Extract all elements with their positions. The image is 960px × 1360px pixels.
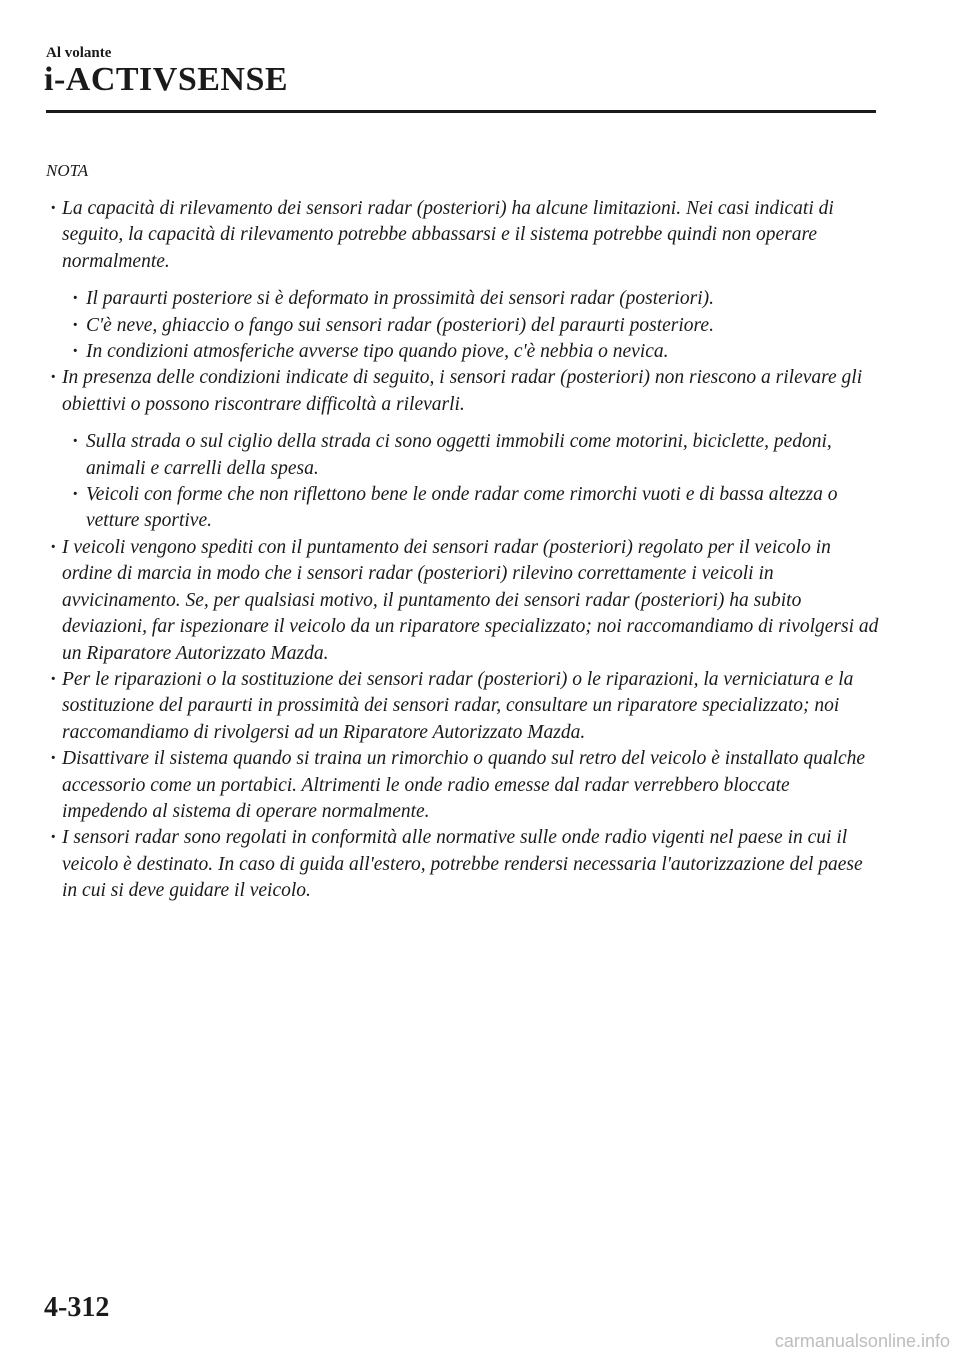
note-subitem: · Veicoli con forme che non riflettono bene le onde radar come rimorchi vuoti e di bassa altezza o vetture sportive. <box>46 482 880 535</box>
header-divider <box>46 110 876 113</box>
note-subitem: · Sulla strada o sul ciglio della strada ci sono oggetti immobili come motorini, biciclette, pedoni, animali e carrelli della spesa. <box>46 429 880 482</box>
note-item: · I veicoli vengono spediti con il puntamento dei sensori radar (posteriori) regolato per il veicolo in ordine di marcia in modo che i sensori radar (posteriori) rilevino correttamente i veicoli in avvicinamento. Se, per qualsiasi motivo, il puntamento dei sensori radar (posteriori) ha subito deviazioni, far ispezionare il veicolo da un riparatore specializzato; noi raccomandiamo di rivolgersi ad un Riparatore Autorizzato Mazda. <box>46 535 880 667</box>
note-block <box>46 160 880 905</box>
note-label: NOTA <box>46 161 89 180</box>
note-subitem: · Il paraurti posteriore si è deformato in prossimità dei sensori radar (posteriori). <box>46 286 880 312</box>
note-item: · Disattivare il sistema quando si traina un rimorchio o quando sul retro del veicolo è installato qualche accessorio come un portabici. Altrimenti le onde radio emesse dal radar verrebbero bloccate impedendo al sistema di operare normalmente. <box>46 746 880 825</box>
note-item: · In presenza delle condizioni indicate di seguito, i sensori radar (posteriori) non riescono a rilevare gli obiettivi o possono riscontrare difficoltà a rilevarli. <box>46 365 880 418</box>
note-sublist <box>46 429 880 535</box>
note-subitem: · C'è neve, ghiaccio o fango sui sensori radar (posteriori) del paraurti posteriore. <box>46 313 880 339</box>
section-label: Al volante <box>46 45 112 61</box>
note-item: · La capacità di rilevamento dei sensori radar (posteriori) ha alcune limitazioni. Nei casi indicati di seguito, la capacità di rilevamento potrebbe abbassarsi e il sistema potrebbe quindi non operare normalmente. <box>46 196 880 275</box>
note-subitem: · In condizioni atmosferiche avverse tipo quando piove, c'è nebbia o nevica. <box>46 339 880 365</box>
page-number: 4-312 <box>44 1292 110 1323</box>
page-title: i-ACTIVSENSE <box>44 61 289 98</box>
note-item: · I sensori radar sono regolati in conformità alle normative sulle onde radio vigenti nel paese in cui il veicolo è destinato. In caso di guida all'estero, potrebbe rendersi necessaria l'autorizzazione del paese in cui si deve guidare il veicolo. <box>46 825 880 904</box>
note-sublist <box>46 286 880 365</box>
watermark: carmanualsonline.info <box>774 1331 950 1351</box>
note-item: · Per le riparazioni o la sostituzione dei sensori radar (posteriori) o le riparazioni, la verniciatura e la sostituzione del paraurti in prossimità dei sensori radar, consultare un riparatore specializzato; noi raccomandiamo di rivolgersi ad un Riparatore Autorizzato Mazda. <box>46 667 880 746</box>
